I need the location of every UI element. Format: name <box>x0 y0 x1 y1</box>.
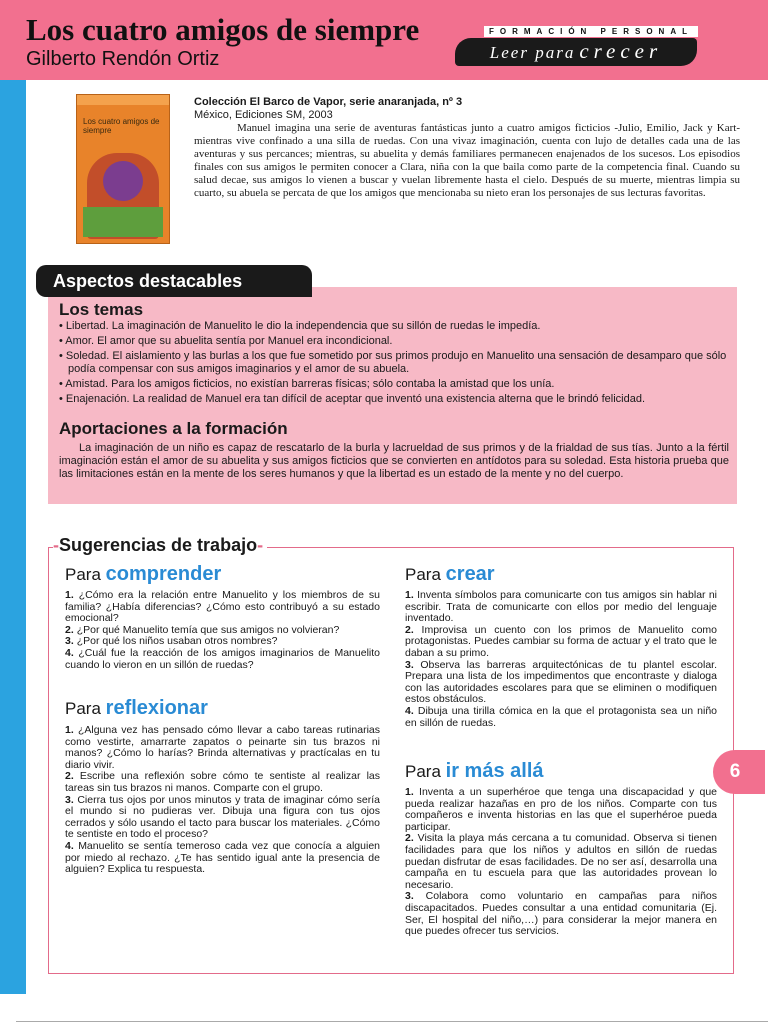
question-item <box>65 590 380 625</box>
question-item <box>405 590 717 625</box>
item-number: 4. <box>65 646 74 659</box>
question-item <box>405 787 717 833</box>
book-summary: Manuel imagina una serie de aventuras fantásticas junto a cuatro amigos ficticios -Julio, Emilio, Jack y Kart- mientras vive confinado a una silla de ruedas. Con una vivaz imaginación, cuenta con lujo de detalles cada una de las aventuras y sus percances; mientras, su abuelita y demás familiares permanecen enajenados de los sucesos. Los episodios finales con sus amigos le permiten conocer a Clara, niña con la que baila como parte de la competencia final. Cuando su salud decae, sus amigos lo vienen a buscar y vuelan libremente hasta el cielo. Después de su muerte, mientras limpia su cuarto, su abuela se percata de que los amigos que mencionaba su nieto eran los personajes de sus lecturas favoritas. <box>194 122 740 199</box>
question-item <box>65 725 380 771</box>
item-text: Improvisa un cuento con los primos de Manuelito como protagonistas. Puedes cambiar su forma de actuar y el trato que le daban a su primo. <box>405 623 718 659</box>
question-item <box>65 841 380 876</box>
item-text: Dibuja una tirilla cómica en la que el protagonista sea un niño en sillón de ruedas. <box>405 704 717 729</box>
item-text: Inventa a un superhéroe que tenga una discapacidad y que pueda realizar hazañas en pro de los niños. Comparte con tus compañeros e inventa historias en las que el superhéroe pueda participar. <box>405 786 717 833</box>
book-author: Gilberto Rendón Ortiz <box>26 48 220 70</box>
item-number: 3. <box>405 890 414 903</box>
brand-label: FORMACIÓN PERSONAL <box>484 26 698 37</box>
aportaciones-text: La imaginación de un niño es capaz de rescatarlo de la burla y lacrueldad de sus primos y de la frialdad de sus tías. Junto a la fértil imaginación están el amor de su abuelita y sus amigos ficticios que se convierten en antídotos para su soledad. Esta historia prueba que las limitaciones están en la mente de los seres humanos y que la libertad es un estado de la mente y no del cuerpo. <box>59 442 729 480</box>
comprender-label: comprender <box>105 563 222 585</box>
tema-item: • Amistad. Para los amigos ficticios, no existían barreras físicas; sólo contaba la amistad que los unía. <box>59 378 555 390</box>
sugerencias-title: Sugerencias de trabajo <box>59 535 258 555</box>
aportaciones-heading: Aportaciones a la formación <box>59 419 288 438</box>
heading-dash: - <box>53 535 59 555</box>
item-text: ¿Por qué Manuelito temía que sus amigos no volvieran? <box>76 623 340 636</box>
item-text: Observa las barreras arquitectónicas de tu plantel escolar. Prepara una lista de los impedimentos que encontraste y dialoga con las autoridades escolares para que se eliminen o modifiquen estos obstáculos. <box>405 658 717 706</box>
heading-dash: - <box>257 535 264 555</box>
item-number: 1. <box>65 589 74 601</box>
question-item <box>65 648 380 671</box>
item-text: Cierra tus ojos por unos minutos y trata de imaginar cómo sería el mundo si no pudieras ver. Dibuja una figura con tus ojos cerrados y sólo usando el tacto para buscar los materiales. ¿Cómo te sentiste en todo el proceso? <box>65 793 380 841</box>
item-number: 3. <box>405 658 414 671</box>
question-item <box>65 771 380 794</box>
item-text: ¿Cómo era la relación entre Manuelito y los miembros de su familia? ¿Había diferencias? ¿Cómo esto contribuyó a su estado emocional? <box>65 589 380 625</box>
side-stripe <box>0 80 26 994</box>
para-word: Para <box>405 762 441 781</box>
page-number-badge: 6 <box>713 750 765 794</box>
item-number: 2. <box>405 623 414 636</box>
collection-line: Colección El Barco de Vapor, serie anaranjada, nº 3 <box>194 96 463 108</box>
reflexionar-heading <box>65 697 208 720</box>
question-item <box>405 625 717 660</box>
item-number: 2. <box>65 770 74 783</box>
item-text: Colabora como voluntario en campañas para niños discapacitados. Puedes consultar a una entidad comunitaria (Ej. Ser, El hospital del niño,…) para considerar la mejor manera en que puedes ofrecer tus servicios. <box>405 890 717 938</box>
tema-item: • Enajenación. La realidad de Manuel era tan difícil de aceptar que inventó una existencia alterna que le brindó felicidad. <box>59 393 646 405</box>
brand-text-b: crecer <box>579 39 663 63</box>
item-text: Manuelito se sentía temeroso cada vez que conocía a alguien por miedo al rechazo. ¿Te has sentido igual ante la presencia de alguien? Explica tu respuesta. <box>65 839 380 876</box>
para-word: Para <box>65 699 101 718</box>
item-number: 4. <box>405 704 414 717</box>
tema-item: • Libertad. La imaginación de Manuelito le dio la independencia que su sillón de ruedas le impedía. <box>59 320 541 332</box>
cover-ground <box>83 207 163 237</box>
brand-text-a: Leer para <box>489 43 576 62</box>
item-number: 1. <box>65 724 74 736</box>
reflexionar-list <box>65 725 380 876</box>
mas-alla-heading <box>405 760 544 783</box>
temas-heading: Los temas <box>59 300 144 319</box>
item-number: 3. <box>65 635 74 648</box>
item-text: ¿Cuál fue la reacción de los amigos imaginarios de Manuelito cuando lo vieron en un sillón de ruedas? <box>65 646 380 671</box>
para-word: Para <box>405 565 441 584</box>
tema-item: • Soledad. El aislamiento y las burlas a los que fue sometido por sus primos produjo en Manuelito una sensación de desamparo que sólo podía compensar con sus amigos imaginarios y el amor de su abuela. <box>59 350 727 375</box>
question-item <box>405 706 717 729</box>
item-number: 4. <box>65 839 74 852</box>
publisher-line: México, Ediciones SM, 2003 <box>194 109 333 121</box>
question-item <box>405 660 717 706</box>
book-info <box>194 96 740 200</box>
item-text: Inventa símbolos para comunicarte con tus amigos sin hablar ni escribir. Trata de comunicarte con ellos por medio del lenguaje inventado. <box>405 589 717 625</box>
footer-rule <box>16 1021 768 1022</box>
item-number: 1. <box>405 786 414 798</box>
tema-item: • Amor. El amor que su abuelita sentía por Manuel era incondicional. <box>59 335 393 347</box>
item-number: 2. <box>65 623 74 636</box>
para-word: Para <box>65 565 101 584</box>
sugerencias-heading <box>53 535 267 556</box>
temas-list <box>59 320 731 408</box>
question-item <box>405 833 717 891</box>
cover-title: Los cuatro amigos de siempre <box>83 117 160 135</box>
item-text: Visita la playa más cercana a tu comunidad. Observa si tienen facilidades para que los niños y adultos en sillón de ruedas puedan disfrutar de esas facilidades. De no ser así, desarrolla una campaña en tu escuela para que las autoridades provean lo necesario. <box>405 832 717 891</box>
item-text: Escribe una reflexión sobre cómo te sentiste al realizar las tareas sin tus brazos ni manos. Comparte con el grupo. <box>65 770 381 794</box>
question-item <box>405 891 717 937</box>
cover-figure-head <box>103 161 143 201</box>
mas-alla-list <box>405 787 717 938</box>
mas-alla-label: ir más allá <box>445 760 544 782</box>
crear-label: crear <box>445 563 495 585</box>
question-item <box>65 795 380 841</box>
item-number: 3. <box>65 793 74 806</box>
crear-heading <box>405 563 495 586</box>
aspectos-tab: Aspectos destacables <box>36 265 312 297</box>
comprender-heading <box>65 563 221 586</box>
header-band <box>0 0 768 80</box>
item-text: ¿Por qué los niños usaban otros nombres? <box>76 635 278 648</box>
brand-logo <box>455 38 697 66</box>
reflexionar-label: reflexionar <box>105 697 208 719</box>
comprender-list <box>65 590 380 671</box>
crear-list <box>405 590 717 729</box>
book-cover-image <box>76 94 170 244</box>
item-text: ¿Alguna vez has pensado cómo llevar a cabo tareas rutinarias como vestirte, amarrarte zapatos o peinarte sin tus brazos ni manos? ¿Cómo lo harías? Brinda alternativas y practícalas en tu diario vivir. <box>65 724 380 771</box>
item-number: 1. <box>405 589 414 601</box>
item-number: 2. <box>405 832 414 845</box>
cover-band <box>77 95 169 105</box>
book-title: Los cuatro amigos de siempre <box>26 12 420 47</box>
